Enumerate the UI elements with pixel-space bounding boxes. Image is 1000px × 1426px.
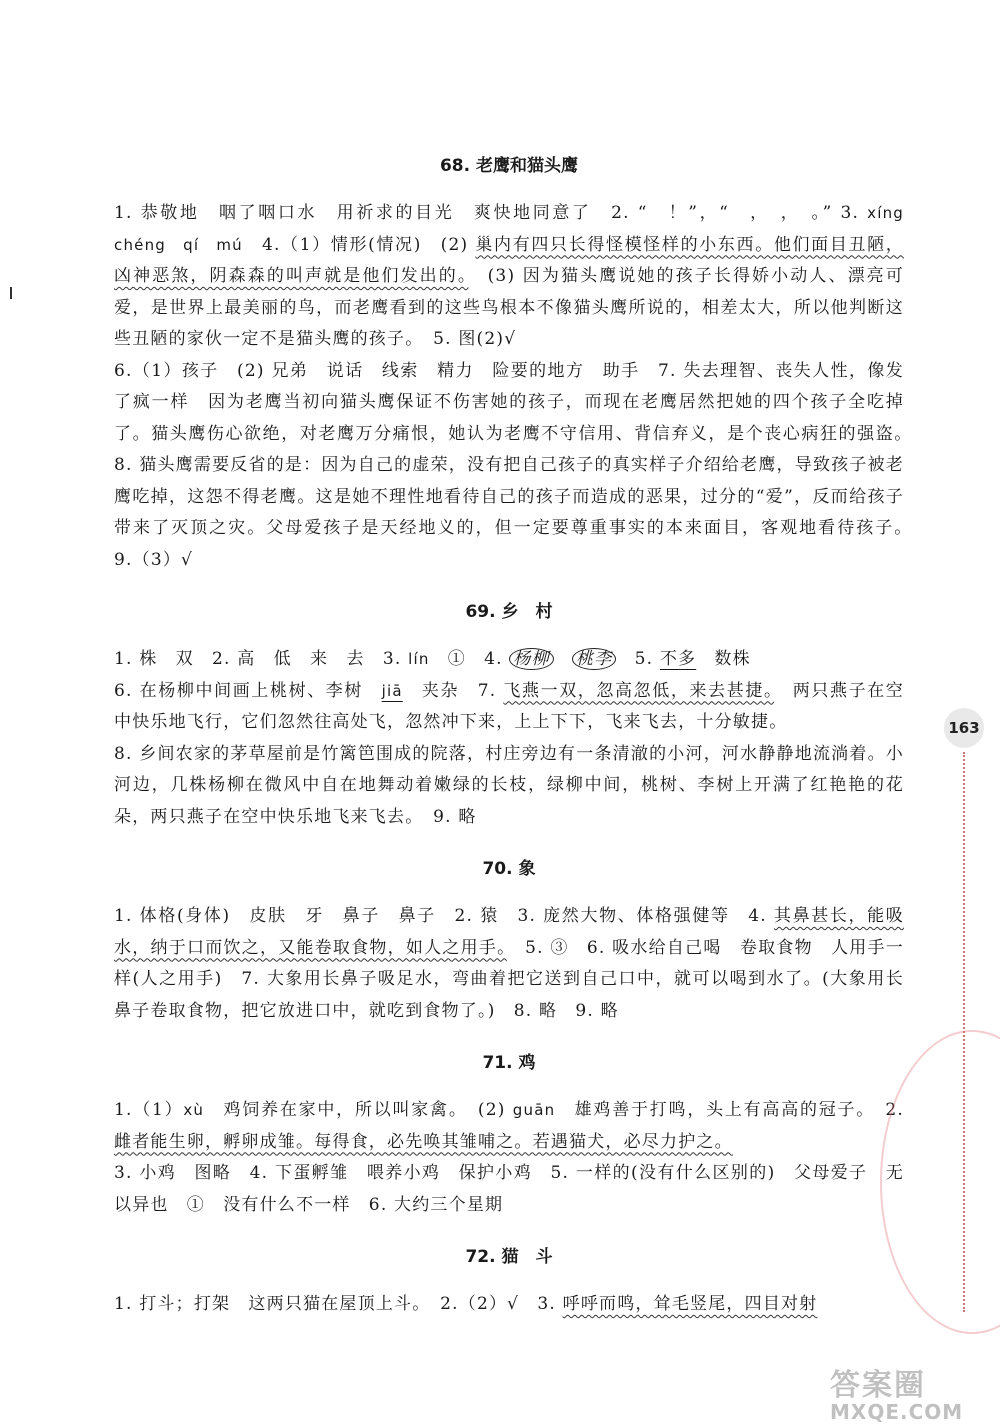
- answer-text: 夹杂 7.: [402, 680, 504, 701]
- answer-text: 1. 体格(身体) 皮肤 牙 鼻子 鼻子 2. 猿 3. 庞然大物、体格强健等 4.: [114, 906, 774, 926]
- section-title: 69. 乡 村: [465, 602, 553, 622]
- answer-text: 两只燕子在空中快乐地飞行，它们忽然往高处飞，忽然冲下来，上上下下，飞来飞去，十分敏捷。: [114, 680, 905, 732]
- answer-paragraph: [114, 1095, 904, 1158]
- answer-text: 4.（1）情形(情况) (2): [242, 234, 476, 255]
- answer-text: (3) 因为猫头鹰说她的孩子长得娇小动人、漂亮可爱，是世界上最美丽的鸟，而老鹰看到的这些鸟根本不像猫头鹰所说的，相差太大，所以他判断这些丑陋的家伙一定不是猫头鹰的孩子。 5. 图(2)√: [114, 266, 904, 349]
- answer-paragraph: [114, 1289, 904, 1321]
- answer-paragraph: 6.（1）孩子 (2) 兄弟 说话 线索 精力 险要的地方 助手 7. 失去理智、丧失人性，像发了疯一样 因为老鹰当初向猫头鹰保证不伤害她的孩子，而现在老鹰居然把她的四个孩子全吃掉了。猫头鹰伤心欲绝，对老鹰万分痛恨，她认为老鹰不守信用、背信弃义，是个丧心病狂的强盗。 8. 猫头鹰需要反省的是：因为自己的虚荣，没有把自己孩子的真实样子介绍给老鹰，导致孩子被老鹰吃掉，这怨不得老鹰。这是她不理性地看待自己的孩子而造成的恶果，过分的“爱”，反而给孩子带来了灭顶之灾。父母爱孩子是天经地义的，但一定要尊重事实的本来面目，客观地看待孩子。 9.（3）√: [114, 360, 923, 570]
- pinyin-text: xíng chéng qí mú: [114, 204, 921, 254]
- answer-text: 数株: [696, 649, 751, 669]
- wavy-underlined-text: 巢内有四只长得怪模怪样的小东西。他们面目丑陋，凶神恶煞，阴森森的叫声就是他们发出的。: [114, 234, 904, 286]
- answer-text: 鸡饲养在家中，所以叫家禽。 (2): [204, 1100, 513, 1120]
- wavy-underlined-text: 雌者能生卵，孵卵成雏。每得食，必先唤其雏哺之。若遇猫犬，必尽力护之。: [114, 1131, 733, 1152]
- circled-word: 杨柳: [509, 648, 553, 670]
- pinyin-text: xù: [183, 1101, 205, 1119]
- answer-text: 5. ③ 6. 吸水给自己喝 卷取食物 人用手一样(人之用手) 7. 大象用长鼻子吸足水，弯曲着把它送到自己口中，就可以喝到水了。(大象用长鼻子卷取食物，把它放进口中，就吃到食物了。) 8. 略 9. 略: [114, 937, 904, 1021]
- answer-text: 雄鸡善于打鸣，头上有高高的冠子。 2.: [555, 1100, 904, 1120]
- section-70: [114, 853, 904, 1027]
- answer-text: 5.: [616, 649, 660, 669]
- margin-mark: [10, 287, 12, 299]
- answer-paragraph: [114, 901, 904, 1027]
- pinyin-text: guān: [512, 1101, 556, 1119]
- answer-text: 1. 株 双 2. 高 低 来 去 3.: [114, 649, 409, 669]
- section-title: 70. 象: [482, 859, 536, 879]
- watermark-url: MXQE.COM: [830, 1400, 964, 1424]
- pinyin-text: lín: [408, 650, 430, 668]
- wavy-underlined-text: 呼呼而鸣，耸毛竖尾，四目对射: [562, 1294, 818, 1314]
- watermark: [830, 1360, 963, 1424]
- section-title: 71. 鸡: [482, 1053, 536, 1073]
- watermark-logo: 答案圈: [830, 1368, 926, 1403]
- answer-paragraph: [114, 676, 904, 739]
- pinyin-text: jiā: [381, 681, 403, 700]
- section-title: 68. 老鹰和猫头鹰: [439, 156, 579, 176]
- answer-paragraph: 3. 小鸡 图略 4. 下蛋孵雏 喂养小鸡 保护小鸡 5. 一样的(没有什么区别的) 父母爱子 无以异也 ① 没有什么不一样 6. 大约三个星期: [114, 1163, 904, 1215]
- answer-text: ① 4.: [429, 649, 510, 669]
- answer-text: 1.（1）: [114, 1100, 184, 1120]
- wavy-underlined-text: 飞燕一双，忽高忽低，来去甚捷。: [503, 680, 775, 701]
- section-72: [114, 1241, 904, 1321]
- answer-paragraph: 8. 乡间农家的茅草屋前是竹篱笆围成的院落，村庄旁边有一条清澈的小河，河水静静地流淌着。小河边，几株杨柳在微风中自在地舞动着嫩绿的长枝，绿柳中间，桃树、李树上开满了红艳艳的花朵，两只燕子在空中快乐地飞来飞去。 9. 略: [114, 743, 904, 827]
- answer-content: [114, 150, 923, 1341]
- answer-paragraph: [114, 644, 904, 676]
- answer-text: 1. 打斗；打架 这两只猫在屋顶上斗。 2.（2）√ 3.: [114, 1294, 563, 1314]
- page-number: 163: [944, 708, 984, 748]
- wavy-underlined-text: 其鼻甚长，能吸水，纳于口而饮之，又能卷取食物，如人之用手。: [114, 906, 905, 958]
- circled-word: 桃李: [572, 648, 616, 670]
- answer-text: 1. 恭敬地 咽了咽口水 用祈求的目光 爽快地同意了 2. “ ！”，“ ， ， 。” 3.: [114, 203, 868, 223]
- section-69: [114, 596, 904, 833]
- answer-paragraph: [114, 198, 921, 356]
- underlined-word: 不多: [659, 649, 697, 669]
- section-68: [114, 150, 923, 576]
- section-71: [114, 1047, 904, 1221]
- answer-text: 6. 在杨柳中间画上桃树、李树: [114, 680, 382, 701]
- section-title: 72. 猫 斗: [465, 1247, 553, 1267]
